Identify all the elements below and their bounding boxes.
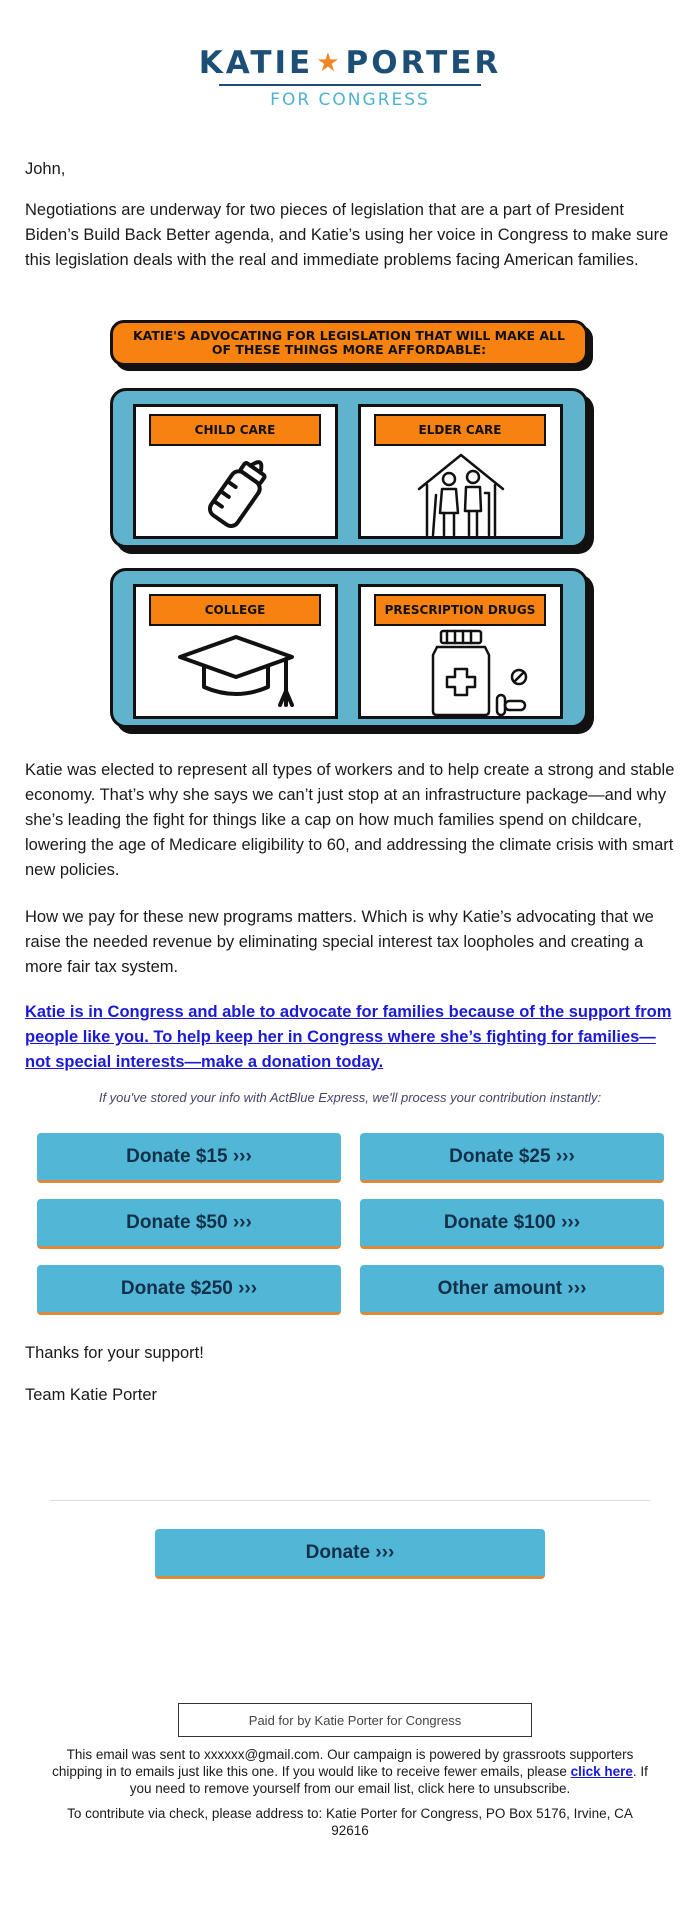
intro-paragraph [25, 198, 675, 273]
greeting [25, 157, 675, 182]
donate-50-button[interactable]: Donate $50 ››› [37, 1199, 341, 1249]
donate-250-button[interactable]: Donate $250 ››› [37, 1265, 341, 1315]
signature-text: Team Katie Porter [25, 1386, 158, 1404]
thanks-line [25, 1341, 675, 1366]
donate-25-button[interactable]: Donate $25 ››› [360, 1133, 664, 1183]
footer-email-notice [50, 1746, 650, 1797]
infographic-panel-bottom [110, 568, 588, 728]
card-label-prescription-drugs: PRESCRIPTION DRUGS [374, 594, 546, 626]
revenue-paragraph-text: How we pay for these new programs matters. Which is why Katie’s advocating that we raise the needed revenue by eliminating special interest tax loopholes and creating a more fair tax system. [25, 908, 654, 976]
footer-check-address: To contribute via check, please address to: Katie Porter for Congress, PO Box 5176, Irvine, CA 92616 [67, 1806, 633, 1838]
baby-bottle-icon [136, 449, 335, 537]
elder-home-icon [361, 449, 560, 537]
star-icon: ★ [316, 48, 343, 78]
graduation-cap-icon [136, 629, 335, 717]
card-label-elder-care: ELDER CARE [374, 414, 546, 446]
campaign-logo [0, 46, 700, 111]
card-college [133, 584, 338, 719]
infographic-banner: KATIE'S ADVOCATING FOR LEGISLATION THAT WILL MAKE ALL OF THESE THINGS MORE AFFORDABLE: [110, 320, 588, 366]
economy-paragraph [25, 758, 675, 883]
fewer-emails-link[interactable]: click here [570, 1764, 633, 1779]
footer-donate-button[interactable]: Donate ››› [155, 1529, 545, 1579]
card-child-care [133, 404, 338, 539]
greeting-text: John, [25, 160, 66, 178]
actblue-note: If you've stored your info with ActBlue Express, we'll process your contribution instantly: [98, 1090, 602, 1105]
footer-notice-suffix: . If you need to remove yourself from our email list, click here to unsubscribe. [129, 1764, 648, 1796]
logo-first-name: KATIE [198, 45, 314, 81]
footer-divider [50, 1500, 650, 1501]
affordability-infographic [110, 320, 590, 732]
infographic-panel-top [110, 388, 588, 548]
card-label-child-care: CHILD CARE [149, 414, 321, 446]
footer-notice-prefix: This email was sent to xxxxxx@gmail.com. Our campaign is powered by grassroots supporters chipping in to emails just like this one. If you would like to receive fewer emails, please [52, 1747, 634, 1779]
card-prescription-drugs [358, 584, 563, 719]
thanks-text: Thanks for your support! [25, 1344, 204, 1362]
card-label-college: COLLEGE [149, 594, 321, 626]
intro-paragraph-text: Negotiations are underway for two pieces of legislation that are a part of President Biden’s Build Back Better agenda, and Katie’s using her voice in Congress to make sure this legislation deals with the real and immediate problems facing American families. [25, 201, 669, 269]
logo-subtitle: FOR CONGRESS [270, 90, 430, 110]
logo-last-name: PORTER [345, 45, 502, 81]
logo-wordmark [199, 46, 502, 80]
revenue-paragraph [25, 905, 675, 980]
logo-divider [219, 84, 481, 86]
economy-paragraph-text: Katie was elected to represent all types of workers and to help create a strong and stable economy. That’s why she says we can’t just stop at an infrastructure package—and why she’s leading the fight for things like a cap on how much families spend on childcare, lowering the age of Medicare eligibility to 60, and addressing the climate crisis with smart new policies. [25, 761, 675, 879]
paid-for-disclaimer: Paid for by Katie Porter for Congress [178, 1703, 532, 1737]
signature-line [25, 1383, 675, 1408]
donate-100-button[interactable]: Donate $100 ››› [360, 1199, 664, 1249]
medicine-bottle-icon [361, 629, 560, 717]
donate-other-amount-button[interactable]: Other amount ››› [360, 1265, 664, 1315]
card-elder-care [358, 404, 563, 539]
donate-15-button[interactable]: Donate $15 ››› [37, 1133, 341, 1183]
donate-cta-link[interactable]: Katie is in Congress and able to advocate for families because of the support from people like you. To help keep her in Congress where she’s fighting for families—not special interests—make a donation today. [25, 1003, 672, 1071]
donate-cta-paragraph [25, 1000, 675, 1075]
